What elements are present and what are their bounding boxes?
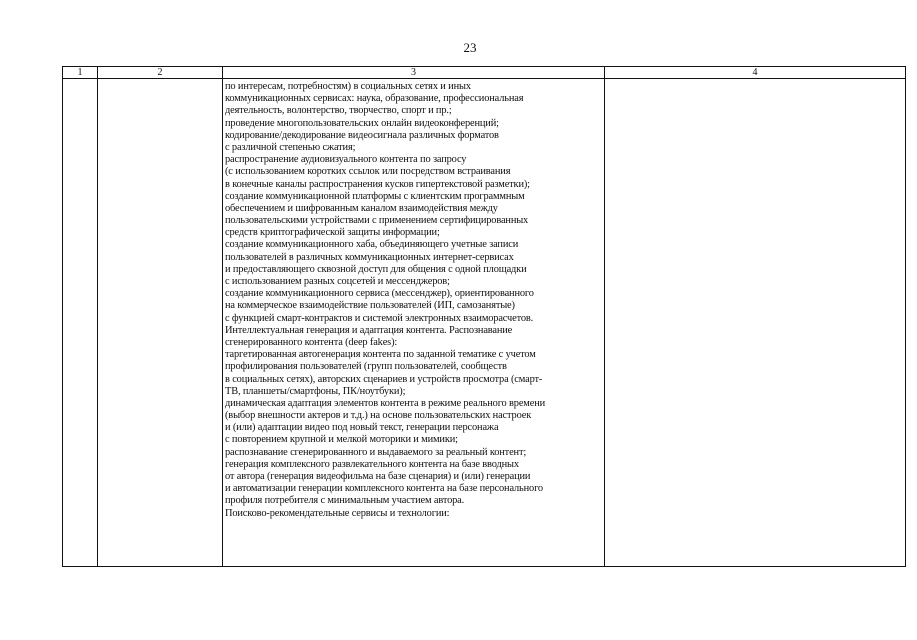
text-line: в конечные каналы распространения кусков гипертекстовой разметки); xyxy=(225,178,530,190)
text-line: профиля потребителя с минимальным участием автора. xyxy=(225,495,465,507)
text-line: и (или) адаптации видео под новый текст, генерации персонажа xyxy=(225,422,499,434)
text-line: с использованием разных соцсетей и мессенджеров; xyxy=(225,276,450,287)
text-line: и предоставляющего сквозной доступ для общения с одной площадки xyxy=(225,263,527,275)
text-line: проведение многопользовательских онлайн видеоконференций; xyxy=(225,117,499,129)
column-1-cell xyxy=(63,79,98,567)
header-cell-2: 2 xyxy=(98,67,223,79)
text-line: и автоматизации генерации комплексного контента на базе персонального xyxy=(225,483,543,495)
text-line: создание коммуникационной платформы с клиентским программным xyxy=(225,190,525,202)
text-line: создание коммуникационного сервиса (мессенджер), ориентированного xyxy=(225,288,534,300)
column-3-text xyxy=(223,79,604,520)
table-header-row xyxy=(63,67,906,79)
text-line: генерация комплексного развлекательного контента на базе вводных xyxy=(225,458,519,470)
header-cell-3: 3 xyxy=(223,67,605,79)
text-line: коммуникационных сервисах: наука, образование, профессиональная xyxy=(225,93,524,105)
column-4-cell xyxy=(605,79,906,567)
text-line: обеспечением и шифрованным каналом взаимодействия между xyxy=(225,202,498,214)
text-line: от автора (генерация видеофильма на базе сценария) и (или) генерации xyxy=(225,471,531,482)
table-body-row xyxy=(63,79,906,567)
content-table xyxy=(62,66,906,567)
text-line: средств криптографической защиты информации; xyxy=(225,227,440,239)
text-line: (выбор внешности актеров и т.д.) на основе пользовательских настроек xyxy=(225,410,532,422)
text-line: динамическая адаптация элементов контента в режиме реального времени xyxy=(225,397,546,409)
header-cell-4: 4 xyxy=(605,67,906,79)
text-line: в социальных сетях), авторских сценариев и устройств просмотра (смарт- xyxy=(225,373,543,385)
text-line: деятельность, волонтерство, творчество, спорт и пр.; xyxy=(225,105,452,117)
text-line: распознавание сгенерированного и выдаваемого за реальный контент; xyxy=(225,446,527,458)
text-line: пользовательскими устройствами с применением сертифицированных xyxy=(225,215,529,227)
text-line: на коммерческое взаимодействие пользователей (ИП, самозанятые) xyxy=(225,300,515,312)
text-line: профилирования пользователей (групп пользователей, сообществ xyxy=(225,361,507,373)
text-line: таргетированная автогенерация контента по заданной тематике с учетом xyxy=(225,349,536,361)
text-line: с функцией смарт-контрактов и системой электронных взаиморасчетов. xyxy=(225,312,534,324)
text-line: Интеллектуальная генерация и адаптация контента. Распознавание xyxy=(225,324,513,336)
text-line: распространение аудиовизуального контента по запросу xyxy=(225,154,467,166)
text-line: с повторением крупной и мелкой моторики и мимики; xyxy=(225,434,458,446)
text-line: (с использованием коротких ссылок или посредством встраивания xyxy=(225,166,511,178)
text-line: создание коммуникационного хаба, объединяющего учетные записи xyxy=(225,239,519,251)
text-line: Поисково-рекомендательные сервисы и технологии: xyxy=(225,507,450,519)
header-cell-1: 1 xyxy=(63,67,98,79)
column-2-cell xyxy=(98,79,223,567)
text-line: пользователей в различных коммуникационных интернет-сервисах xyxy=(225,251,514,263)
text-line: ТВ, планшеты/смартфоны, ПК/ноутбуки); xyxy=(225,385,406,397)
column-3-cell xyxy=(223,79,605,567)
text-line: по интересам, потребностям) в социальных сетях и иных xyxy=(225,81,471,92)
page-number: 23 xyxy=(463,40,477,55)
text-line: сгенерированного контента (deep fakes): xyxy=(225,336,398,348)
text-line: кодирование/декодирование видеосигнала различных форматов xyxy=(225,129,499,141)
text-line: с различной степенью сжатия; xyxy=(225,141,356,153)
